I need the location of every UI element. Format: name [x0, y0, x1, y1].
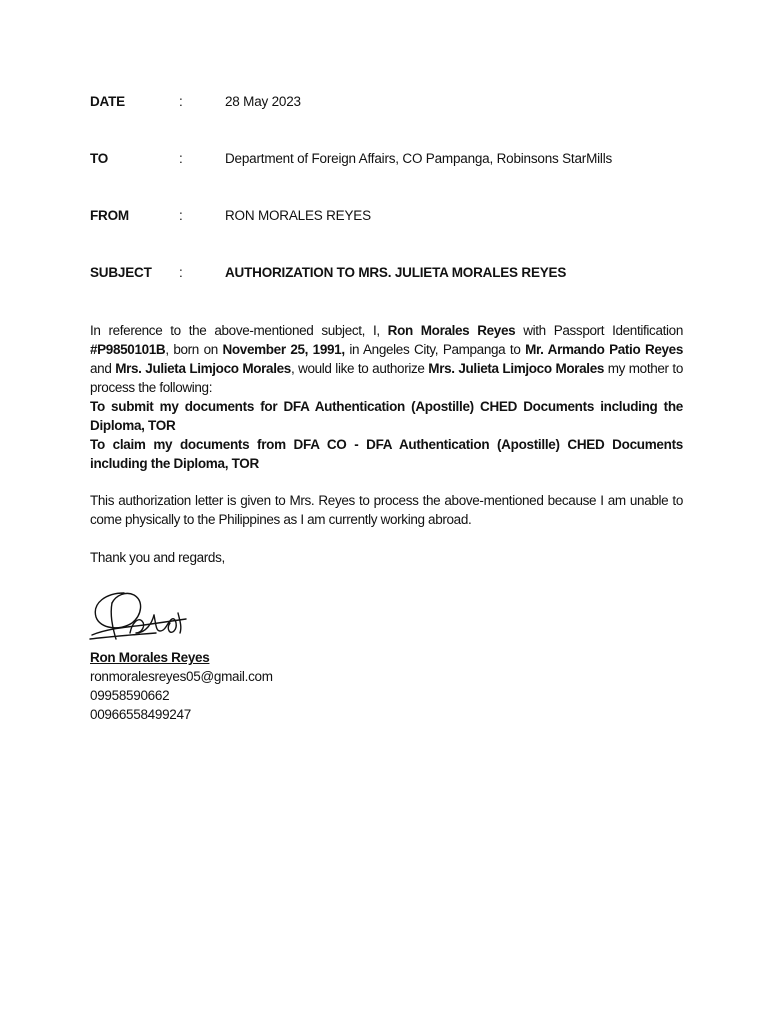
intro-text-1: In reference to the above-mentioned subject, I, — [90, 323, 388, 338]
birth-date: November 25, 1991, — [222, 342, 345, 357]
signatory-email: ronmoralesreyes05@gmail.com — [90, 669, 273, 684]
intro-text-6: , would like to authorize — [290, 361, 429, 376]
to-row — [90, 148, 690, 170]
intro-text-3: , born on — [165, 342, 223, 357]
date-colon: : — [179, 94, 183, 109]
date-row — [90, 91, 690, 113]
task-item: To submit my documents for DFA Authentication (Apostille) CHED Documents including the Diploma, TOR — [90, 399, 683, 433]
passport-number: #P9850101B — [90, 342, 166, 357]
from-row — [90, 205, 690, 227]
authorized-tasks — [90, 397, 683, 473]
subject-value: AUTHORIZATION TO MRS. JULIETA MORALES REYES — [225, 265, 567, 280]
from-value: RON MORALES REYES — [225, 208, 371, 223]
mother-name: Mrs. Julieta Limjoco Morales — [115, 361, 291, 376]
subject-row — [90, 262, 690, 284]
from-colon: : — [179, 208, 183, 223]
to-value: Department of Foreign Affairs, CO Pampanga, Robinsons StarMills — [225, 151, 613, 166]
signatory-name: Ron Morales Reyes — [90, 650, 210, 665]
signature-block — [90, 648, 273, 724]
intro-paragraph — [90, 321, 683, 397]
subject-label: SUBJECT — [90, 265, 152, 280]
father-name: Mr. Armando Patio Reyes — [525, 342, 683, 357]
closing-line: Thank you and regards, — [90, 550, 225, 565]
authorized-person: Mrs. Julieta Limjoco Morales — [428, 361, 605, 376]
signatory-phone-2: 00966558499247 — [90, 707, 191, 722]
sender-name: Ron Morales Reyes — [387, 323, 516, 338]
reason-paragraph: This authorization letter is given to Mrs. Reyes to process the above-mentioned because I am unable to come physically to the Philippines as I am currently working abroad. — [90, 493, 683, 527]
signatory-phone-1: 09958590662 — [90, 688, 170, 703]
date-label: DATE — [90, 94, 125, 109]
date-value: 28 May 2023 — [225, 94, 301, 109]
intro-text-4: in Angeles City, Pampanga to — [344, 342, 526, 357]
from-label: FROM — [90, 208, 129, 223]
subject-colon: : — [179, 265, 183, 280]
to-label: TO — [90, 151, 109, 166]
signature-image — [86, 583, 196, 649]
to-colon: : — [179, 151, 183, 166]
task-item: To claim my documents from DFA CO - DFA Authentication (Apostille) CHED Documents including the Diploma, TOR — [90, 437, 683, 471]
intro-text-2: with Passport Identification — [515, 323, 683, 338]
intro-text-5: and — [90, 361, 116, 376]
intro-text-7: my mother to process the following: — [90, 361, 683, 395]
